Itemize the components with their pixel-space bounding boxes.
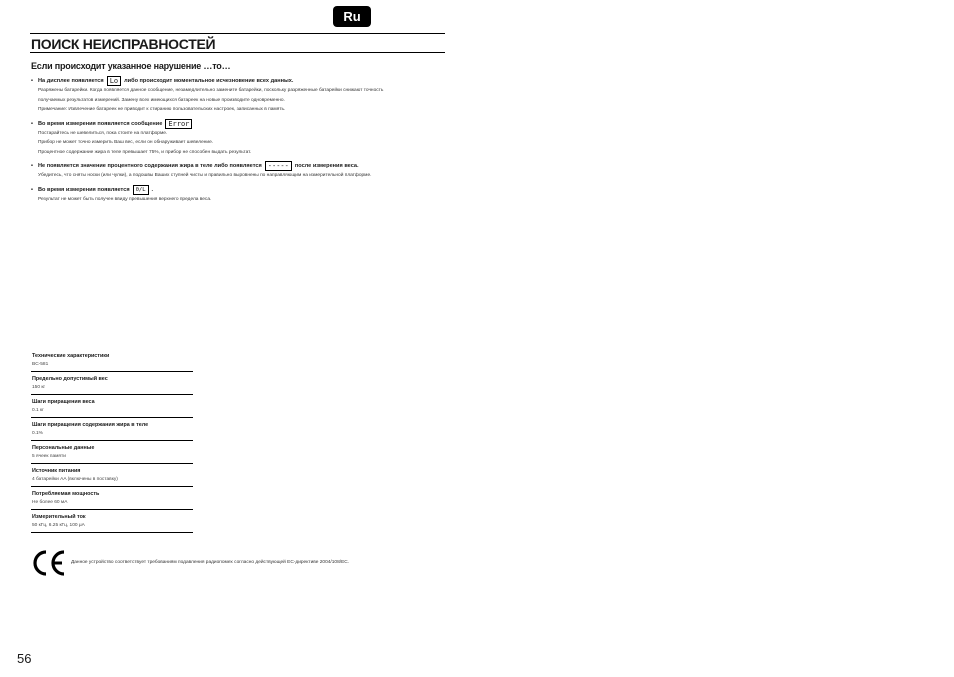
- spec-label: Измерительный ток: [32, 514, 86, 520]
- item-text: Разряжены батарейки. Когда появляется данное сообщение, незамедлительно замените батарейки, поскольку разряженные батарейки снижают точность: [38, 88, 384, 93]
- spec-row: [31, 395, 193, 418]
- spec-label: Источник питания: [32, 468, 81, 474]
- spec-value: 150 кг: [32, 385, 46, 390]
- item-text: Результат не может быть получен ввиду превышения верхнего предела веса.: [38, 196, 212, 202]
- bullet: •: [31, 120, 33, 127]
- spec-row: [31, 487, 193, 510]
- spec-label: Шаги приращения содержания жира в теле: [32, 422, 149, 428]
- lcd-display-error: Error: [165, 119, 192, 129]
- spec-label: Потребляемая мощность: [32, 491, 100, 497]
- item-heading: Не появляется значение процентного содержания жира в теле либо появляется: [38, 163, 262, 169]
- list-item: [31, 119, 451, 158]
- ce-compliance-text: Данное устройство соответствует требованиям подавления радиопомех согласно действующей ЕС-директиве 2004/108/ЕС.: [71, 560, 350, 565]
- title-underline: [30, 52, 445, 53]
- lcd-display-lo: Lo: [107, 76, 121, 86]
- spec-row: [31, 349, 193, 372]
- item-text: Примечание: Извлечение батареек не приводит к стиранию пользовательских настроек, записанных в память.: [38, 107, 286, 112]
- item-heading: Во время измерения появляется сообщение: [38, 120, 163, 127]
- page-number: 56: [17, 651, 32, 666]
- item-text: получаемых результатов измерений. Замену всех имеющихся батареек на новые производите одновременно.: [38, 97, 285, 103]
- spec-value: 4 батарейки AA (включены в поставку): [32, 477, 118, 482]
- troubleshooting-list: [31, 76, 451, 208]
- spec-value: 50 кГц, 6.25 кГц, 100 μA: [32, 523, 85, 528]
- item-text: Прибор не может точно измерить Ваш вес, если он обнаруживает шевеление.: [38, 140, 214, 145]
- bullet: •: [31, 78, 33, 84]
- spec-label: Технические характеристики: [32, 353, 110, 359]
- item-heading-tail: .: [151, 186, 154, 193]
- item-heading: На дисплее появляется: [38, 78, 104, 84]
- bullet: •: [31, 163, 33, 169]
- specifications-table: [31, 349, 193, 533]
- spec-label: Шаги приращения веса: [32, 399, 95, 405]
- lcd-display-overload: 0/L: [133, 185, 149, 195]
- spec-value: 0.1%: [32, 431, 43, 436]
- spec-row: [31, 372, 193, 395]
- spec-row: [31, 464, 193, 487]
- spec-row: [31, 418, 193, 441]
- spec-value: 0.1 кг: [32, 408, 44, 413]
- lcd-display-dashes: -----: [265, 161, 292, 171]
- item-heading-tail: после измерения веса.: [294, 163, 359, 169]
- spec-row: [31, 510, 193, 533]
- bullet: •: [31, 186, 33, 193]
- page-title: ПОИСК НЕИСПРАВНОСТЕЙ: [31, 36, 216, 52]
- list-item: [31, 185, 451, 205]
- list-item: [31, 161, 451, 181]
- spec-row: [31, 441, 193, 464]
- item-heading-tail: либо происходит моментальное исчезновение всех данных.: [124, 78, 294, 84]
- item-text: Процентное содержание жира в теле превышает 75%, и прибор не способен выдать результат.: [38, 149, 252, 155]
- item-heading: Во время измерения появляется: [38, 186, 130, 193]
- top-rule: [30, 33, 445, 34]
- language-badge: Ru: [333, 6, 371, 27]
- spec-label: Персональные данные: [32, 445, 95, 451]
- spec-value: 5 ячеек памяти: [32, 454, 66, 459]
- section-subtitle: Если происходит указанное нарушение …то…: [31, 61, 231, 71]
- spec-value: BC-581: [32, 362, 49, 367]
- list-item: [31, 76, 451, 115]
- item-text: Убедитесь, что сняты носки (или чулки), а подошвы Ваших ступней чисты и правильно выровнены по направляющим на измерительной платформе.: [38, 173, 372, 178]
- spec-label: Предельно допустимый вес: [32, 376, 108, 382]
- ce-mark-icon: [31, 549, 67, 577]
- spec-value: Не более 60 мА: [32, 500, 68, 505]
- item-text: Постарайтесь не шевелиться, пока стоите на платформе.: [38, 130, 168, 136]
